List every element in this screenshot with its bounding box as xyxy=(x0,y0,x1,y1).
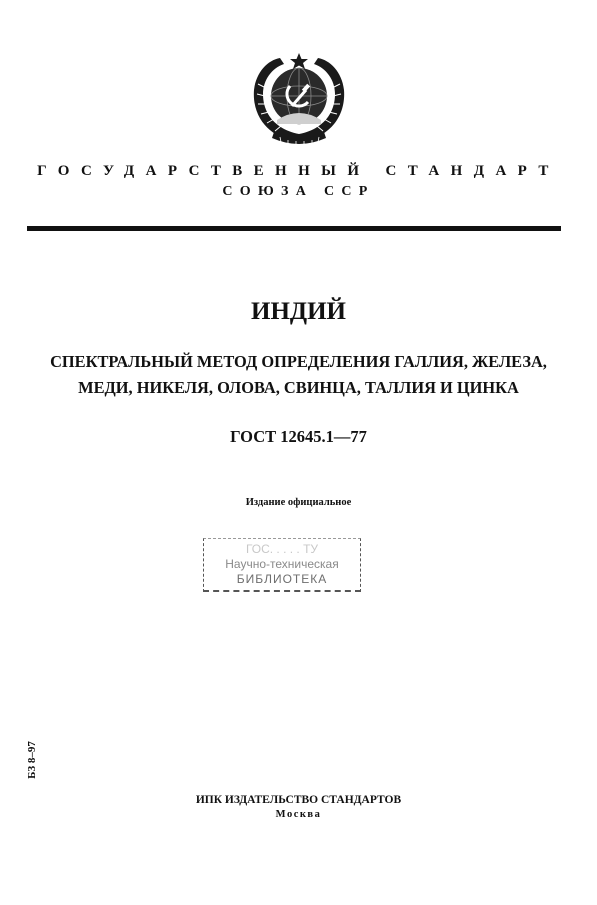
subtitle-line-2: МЕДИ, НИКЕЛЯ, ОЛОВА, СВИНЦА, ТАЛЛИЯ И ЦИНКА xyxy=(78,378,519,397)
header-divider xyxy=(27,226,561,231)
stamp-line-1: ГОС. . . . . ТУ xyxy=(245,542,319,556)
standard-number: ГОСТ 12645.1—77 xyxy=(230,427,367,446)
header-state-standard: ГОСУДАРСТВЕННЫЙ СТАНДАРТ xyxy=(37,163,560,179)
subtitle-line-1: СПЕКТРАЛЬНЫЙ МЕТОД ОПРЕДЕЛЕНИЯ ГАЛЛИЯ, ЖЕЛЕЗА, xyxy=(50,352,547,371)
side-code: БЗ 8–97 xyxy=(26,741,38,779)
document-subtitle xyxy=(0,349,597,401)
stamp-line-2: Научно-техническая xyxy=(225,557,339,571)
publisher: ИПК ИЗДАТЕЛЬСТВО СТАНДАРТОВ xyxy=(195,794,402,806)
library-stamp xyxy=(203,538,361,592)
stamp-line-3: БИБЛИОТЕКА xyxy=(236,572,328,586)
document-title: ИНДИЙ xyxy=(251,298,346,325)
ussr-emblem-icon xyxy=(246,50,352,150)
publisher-city: Москва xyxy=(275,809,322,820)
header-ussr: СОЮЗА ССР xyxy=(222,184,375,199)
edition-note: Издание официальное xyxy=(245,497,352,508)
